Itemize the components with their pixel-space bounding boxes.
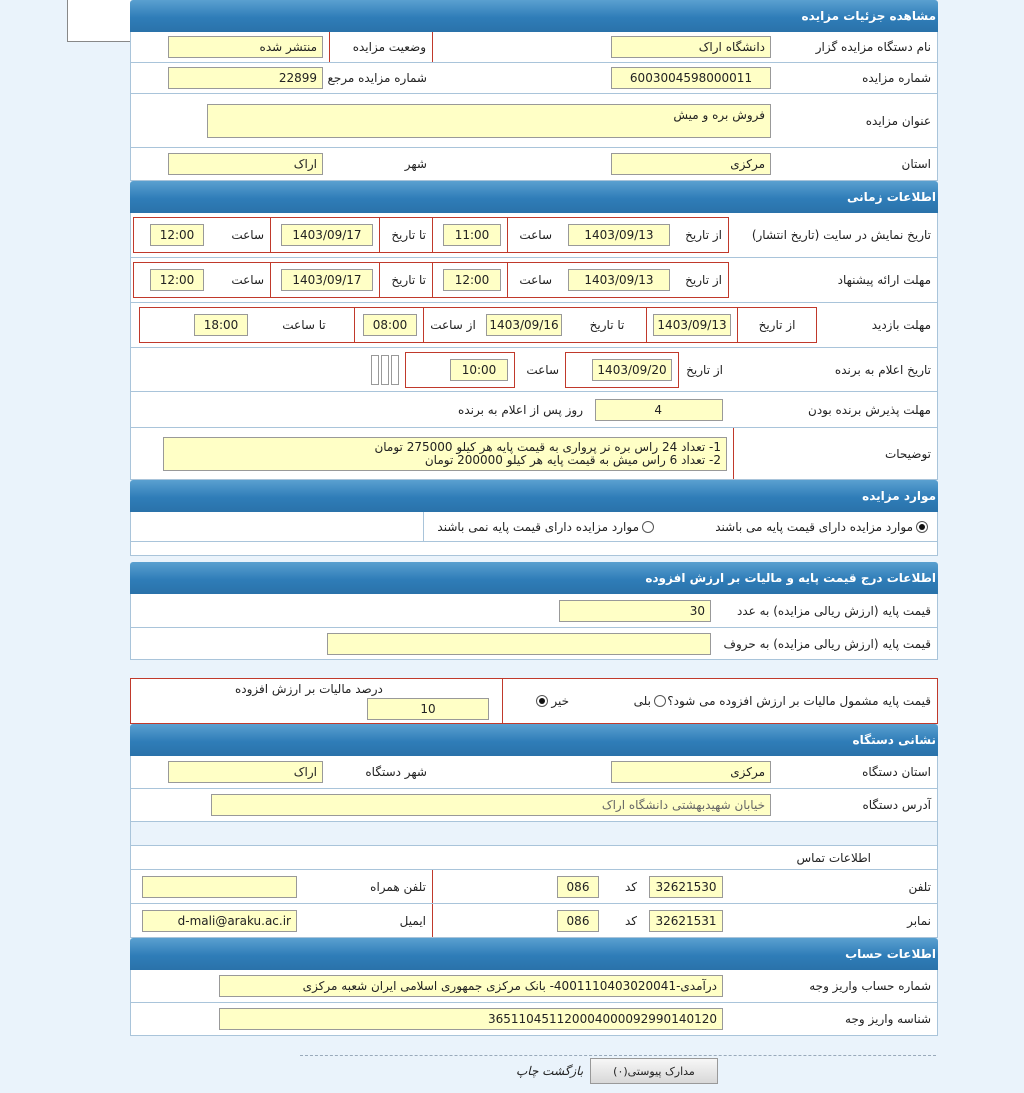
to-date-label: تا تاریخ <box>589 318 625 332</box>
payment-id-label: شناسه واریز وجه <box>845 1012 931 1026</box>
notes-field <box>163 437 727 471</box>
with-base-radio[interactable] <box>916 521 928 533</box>
from-time-label: از ساعت <box>430 318 476 332</box>
province-label: استان <box>901 157 931 171</box>
phone-label: تلفن <box>908 879 931 894</box>
section-header-account: اطلاعات حساب <box>130 938 938 970</box>
publish-from-time-field: 11:00 <box>443 224 501 246</box>
base-num-field: 30 <box>559 600 711 622</box>
vat-percent-field: 10 <box>367 698 489 720</box>
addr-province-field: مرکزی <box>611 761 771 783</box>
announce-date-field: 1403/09/20 <box>592 359 672 381</box>
to-date-label: تا تاریخ <box>391 228 426 242</box>
row-publish <box>130 213 938 258</box>
row-province-city <box>130 148 938 181</box>
city-field: اراک <box>168 153 323 175</box>
row-address-line <box>130 789 938 822</box>
time-label: ساعت <box>231 273 264 287</box>
to-date-label: تا تاریخ <box>391 273 426 287</box>
ref-field: 22899 <box>168 67 323 89</box>
row-account-number <box>130 970 938 1003</box>
from-date-label: از تاریخ <box>686 362 723 377</box>
row-base-num <box>130 594 938 628</box>
accept-label: مهلت پذیرش برنده بودن <box>808 402 931 417</box>
fax-code-field: 086 <box>557 910 599 932</box>
fax-label: نمابر <box>907 913 931 928</box>
with-base-label: موارد مزایده دارای قیمت پایه می باشند <box>715 519 913 534</box>
accept-suffix: روز پس از اعلام به برنده <box>458 402 583 417</box>
footer-divider <box>300 1055 936 1056</box>
notes-label: توضیحات <box>884 446 931 461</box>
from-date-label: از تاریخ <box>685 228 722 242</box>
back-print-link[interactable]: بازگشت چاپ <box>516 1064 584 1078</box>
row-account-id <box>130 1003 938 1036</box>
org-label: نام دستگاه مزایده گزار <box>815 40 931 54</box>
base-num-label: قیمت پایه (ارزش ریالی مزایده) به عدد <box>736 603 931 618</box>
visit-label: مهلت بازدید <box>871 318 931 332</box>
accept-days-field: 4 <box>595 399 723 421</box>
section-header-timing: اطلاعات زمانی <box>130 181 938 213</box>
email-field: d-mali@araku.ac.ir <box>142 910 297 932</box>
offer-from-field: 1403/09/13 <box>568 269 670 291</box>
row-number-ref <box>130 63 938 94</box>
row-offer <box>130 258 938 303</box>
section-header-details: مشاهده جزئیات مزایده <box>130 0 938 32</box>
offer-to-field: 1403/09/17 <box>281 269 373 291</box>
offer-label: مهلت ارائه پیشنهاد <box>837 273 931 287</box>
section-header-pricing: اطلاعات درج قیمت پایه و مالیات بر ارزش افزوده <box>130 562 938 594</box>
row-contact-title <box>130 846 938 870</box>
offer-from-time-field: 12:00 <box>443 269 501 291</box>
from-date-label: از تاریخ <box>685 273 722 287</box>
offer-to-time-field: 12:00 <box>150 269 204 291</box>
row-vat <box>130 678 938 724</box>
notes-line-2: 2- تعداد 6 راس میش به قیمت پایه هر کیلو 200000 تومان <box>424 452 721 467</box>
row-items-radio <box>130 512 938 542</box>
account-field: درآمدی-4001110403020041- بانک مرکزی جمهوری اسلامی ایران شعبه مرکزی <box>219 975 723 997</box>
publish-from-field: 1403/09/13 <box>568 224 670 246</box>
account-label: شماره حساب واریز وجه <box>809 979 931 993</box>
org-field: دانشگاه اراک <box>611 36 771 58</box>
city-label: شهر <box>404 157 427 171</box>
publish-to-time-field: 12:00 <box>150 224 204 246</box>
row-visit <box>130 303 938 348</box>
publish-to-field: 1403/09/17 <box>281 224 373 246</box>
mobile-field <box>142 876 297 898</box>
visit-from-field: 1403/09/13 <box>653 314 731 336</box>
email-label: ایمیل <box>399 913 426 928</box>
row-title <box>130 94 938 148</box>
publish-label: تاریخ نمایش در سایت (تاریخ انتشار) <box>751 228 931 242</box>
number-label: شماره مزایده <box>862 71 931 85</box>
from-date-label: از تاریخ <box>758 318 796 332</box>
row-base-words <box>130 628 938 660</box>
announce-time-field: 10:00 <box>450 359 508 381</box>
section-header-items: موارد مزایده <box>130 480 938 512</box>
announce-label: تاریخ اعلام به برنده <box>834 362 931 377</box>
title-label: عنوان مزایده <box>865 113 931 128</box>
time-label: ساعت <box>519 228 552 242</box>
attachments-button[interactable]: مدارک پیوستی(۰) <box>590 1058 718 1084</box>
row-address-province <box>130 756 938 789</box>
base-words-label: قیمت پایه (ارزش ریالی مزایده) به حروف <box>723 636 931 651</box>
addr-province-label: استان دستگاه <box>862 765 931 779</box>
mobile-label: تلفن همراه <box>370 879 426 894</box>
notes-line-1: 1- تعداد 24 راس بره نر پرواری به قیمت پایه هر کیلو 275000 تومان <box>374 439 721 454</box>
addr-city-label: شهر دستگاه <box>365 765 427 779</box>
row-fax <box>130 904 938 938</box>
fax-field: 32621531 <box>649 910 723 932</box>
row-org-status <box>130 32 938 63</box>
time-label: ساعت <box>519 273 552 287</box>
visit-to-field: 1403/09/16 <box>486 314 562 336</box>
without-base-radio[interactable] <box>642 521 654 533</box>
addr-city-field: اراک <box>168 761 323 783</box>
phone-field: 32621530 <box>649 876 723 898</box>
base-words-field <box>327 633 711 655</box>
addr-label: آدرس دستگاه <box>862 798 931 812</box>
auction-details-page <box>130 0 938 1036</box>
time-label: ساعت <box>526 362 559 377</box>
row-notes <box>130 428 938 480</box>
without-base-label: موارد مزایده دارای قیمت پایه نمی باشند <box>437 519 639 534</box>
vat-yes-radio[interactable] <box>654 695 666 707</box>
payment-id-field: 365110451120004000092990140120 <box>219 1008 723 1030</box>
row-phone <box>130 870 938 904</box>
title-field: فروش بره و میش <box>207 104 771 138</box>
vat-no-radio[interactable] <box>536 695 548 707</box>
time-label: ساعت <box>231 228 264 242</box>
visit-from-time-field: 08:00 <box>363 314 417 336</box>
row-accept <box>130 392 938 428</box>
vat-yes-label: بلی <box>633 694 651 708</box>
code-label: کد <box>624 913 637 928</box>
status-field: منتشر شده <box>168 36 323 58</box>
vat-percent-label: درصد مالیات بر ارزش افزوده <box>235 682 383 696</box>
number-field: 6003004598000011 <box>611 67 771 89</box>
to-time-label: تا ساعت <box>282 318 326 332</box>
contact-label: اطلاعات تماس <box>796 850 871 865</box>
ref-label: شماره مزایده مرجع <box>327 71 427 85</box>
visit-to-time-field: 18:00 <box>194 314 248 336</box>
section-header-address: نشانی دستگاه <box>130 724 938 756</box>
code-label: کد <box>624 879 637 894</box>
phone-code-field: 086 <box>557 876 599 898</box>
spacer <box>130 542 938 556</box>
status-label: وضعیت مزایده <box>329 32 433 62</box>
addr-field: خیابان شهیدبهشتی دانشگاه اراک <box>211 794 771 816</box>
empty-slots <box>355 348 405 391</box>
province-field: مرکزی <box>611 153 771 175</box>
row-spacer <box>130 822 938 846</box>
row-announce <box>130 348 938 392</box>
vat-question-label: قیمت پایه مشمول مالیات بر ارزش افزوده می شود؟ <box>667 694 931 708</box>
vat-no-label: خیر <box>551 694 569 708</box>
